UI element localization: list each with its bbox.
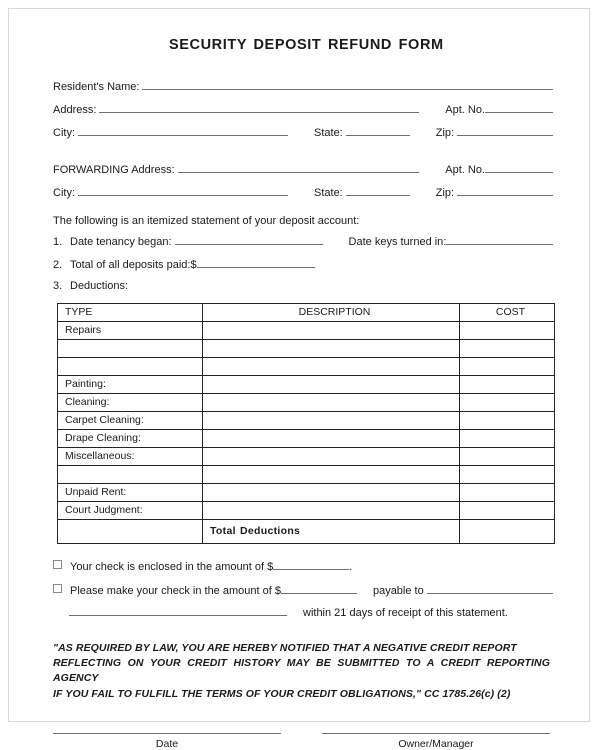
row-cost-cell[interactable] <box>460 430 555 448</box>
row-cost-cell[interactable] <box>460 412 555 430</box>
resident-apt-label: Apt. No. <box>445 104 485 116</box>
total-deposits-input[interactable] <box>197 257 315 268</box>
table-row <box>58 394 555 412</box>
item-1-number: 1. <box>53 236 63 248</box>
date-signature-block <box>53 732 281 750</box>
check-option-enclosed[interactable] <box>53 559 553 573</box>
checkbox-icon[interactable] <box>53 560 62 569</box>
resident-name-row <box>53 79 553 93</box>
owner-signature-line[interactable] <box>322 732 550 734</box>
row-cost-cell[interactable] <box>460 358 555 376</box>
total-deposits-label: Total of all deposits paid:$ <box>70 259 197 271</box>
check-payable-to-label: payable to <box>372 585 424 597</box>
table-total-row <box>58 520 555 544</box>
row-type-label[interactable] <box>58 340 203 358</box>
check-enclosed-period: . <box>349 561 353 573</box>
statement-item-1 <box>53 234 553 248</box>
row-type-label: Miscellaneous: <box>58 448 203 466</box>
resident-apt-input[interactable] <box>485 102 553 113</box>
table-row <box>58 430 555 448</box>
legal-notice <box>53 641 550 702</box>
check-option-payable[interactable] <box>53 583 553 597</box>
row-type-label: Carpet Cleaning: <box>58 412 203 430</box>
check-options <box>53 559 553 619</box>
row-type-label: Court Judgment: <box>58 502 203 520</box>
table-row <box>58 502 555 520</box>
forwarding-zip-label: Zip: <box>435 187 455 199</box>
row-description-cell[interactable] <box>203 484 460 502</box>
header-description: DESCRIPTION <box>203 304 460 322</box>
item-3-number: 3. <box>53 280 63 292</box>
resident-zip-label: Zip: <box>435 127 455 139</box>
item-2-number: 2. <box>53 259 63 271</box>
row-cost-cell[interactable] <box>460 448 555 466</box>
check-payable-continuation-text: within 21 days of receipt of this statement. <box>303 607 508 619</box>
date-signature-line[interactable] <box>53 732 281 734</box>
form-page <box>8 8 590 750</box>
check-enclosed-amount-input[interactable] <box>273 559 349 570</box>
resident-city-label: City: <box>53 127 75 139</box>
resident-city-row <box>53 125 553 139</box>
resident-address-row <box>53 102 553 116</box>
row-description-cell[interactable] <box>203 466 460 484</box>
row-description-cell[interactable] <box>203 502 460 520</box>
total-deductions-cost-cell[interactable] <box>460 520 555 544</box>
date-signature-label: Date <box>155 737 179 750</box>
check-payable-amount-input[interactable] <box>281 583 357 594</box>
row-type-label: Unpaid Rent: <box>58 484 203 502</box>
row-type-label: Painting: <box>58 376 203 394</box>
forwarding-state-input[interactable] <box>346 185 410 196</box>
row-type-label[interactable] <box>58 466 203 484</box>
total-empty-cell <box>58 520 203 544</box>
row-description-cell[interactable] <box>203 376 460 394</box>
row-cost-cell[interactable] <box>460 466 555 484</box>
statement-intro: The following is an itemized statement of your deposit account: <box>53 215 360 227</box>
statement-item-3 <box>53 280 553 292</box>
forwarding-city-input[interactable] <box>78 185 288 196</box>
row-cost-cell[interactable] <box>460 502 555 520</box>
legal-notice-line-1: "AS REQUIRED BY LAW, YOU ARE HEREBY NOTIFIED THAT A NEGATIVE CREDIT REPORT <box>53 642 517 654</box>
check-payable-text: Please make your check in the amount of $ <box>70 585 281 597</box>
row-description-cell[interactable] <box>203 430 460 448</box>
owner-signature-label: Owner/Manager <box>398 737 474 750</box>
resident-zip-input[interactable] <box>457 125 553 136</box>
table-row <box>58 448 555 466</box>
row-cost-cell[interactable] <box>460 484 555 502</box>
row-cost-cell[interactable] <box>460 376 555 394</box>
row-description-cell[interactable] <box>203 412 460 430</box>
resident-city-input[interactable] <box>78 125 288 136</box>
signature-section <box>53 732 550 750</box>
row-type-label: Drape Cleaning: <box>58 430 203 448</box>
total-deductions-label: Total Deductions <box>203 520 460 544</box>
forwarding-address-label: FORWARDING Address: <box>53 164 175 176</box>
row-cost-cell[interactable] <box>460 340 555 358</box>
deductions-table <box>57 303 555 544</box>
check-enclosed-text: Your check is enclosed in the amount of $ <box>70 561 274 573</box>
table-header-row <box>58 304 555 322</box>
table-row <box>58 412 555 430</box>
row-description-cell[interactable] <box>203 394 460 412</box>
table-row <box>58 376 555 394</box>
resident-state-label: State: <box>314 127 343 139</box>
check-payable-to-input[interactable] <box>427 583 553 594</box>
forwarding-city-row <box>53 185 553 199</box>
forwarding-zip-input[interactable] <box>457 185 553 196</box>
forwarding-address-input[interactable] <box>178 162 420 173</box>
tenancy-began-label: Date tenancy began: <box>70 236 172 248</box>
keys-turned-in-label: Date keys turned in: <box>348 236 447 248</box>
resident-name-input[interactable] <box>142 79 553 90</box>
row-description-cell[interactable] <box>203 448 460 466</box>
forwarding-apt-input[interactable] <box>485 162 553 173</box>
page-title: SECURITY DEPOSIT REFUND FORM <box>169 37 444 53</box>
header-cost: COST <box>460 304 555 322</box>
deductions-label: Deductions: <box>70 280 129 292</box>
check-payable-continuation-input[interactable] <box>69 605 287 616</box>
resident-address-label: Address: <box>53 104 97 116</box>
check-payable-continuation-row <box>53 605 553 619</box>
resident-address-input[interactable] <box>99 102 419 113</box>
forwarding-state-label: State: <box>314 187 343 199</box>
table-row <box>58 358 555 376</box>
table-row <box>58 466 555 484</box>
forwarding-address-row <box>53 162 553 176</box>
row-type-label: Repairs <box>58 322 203 340</box>
row-description-cell[interactable] <box>203 358 460 376</box>
table-row <box>58 484 555 502</box>
forwarding-apt-label: Apt. No. <box>445 164 485 176</box>
resident-state-input[interactable] <box>346 125 410 136</box>
owner-signature-block <box>322 732 550 750</box>
row-cost-cell[interactable] <box>460 322 555 340</box>
legal-notice-line-2: REFLECTING ON YOUR CREDIT HISTORY MAY BE SUBMITTED TO A CREDIT REPORTING AGENCY <box>53 657 550 685</box>
row-cost-cell[interactable] <box>460 394 555 412</box>
row-type-label: Cleaning: <box>58 394 203 412</box>
keys-turned-in-input[interactable] <box>446 234 553 245</box>
table-row <box>58 322 555 340</box>
checkbox-icon[interactable] <box>53 584 62 593</box>
forwarding-city-label: City: <box>53 187 75 199</box>
statement-item-2 <box>53 257 553 271</box>
row-type-label[interactable] <box>58 358 203 376</box>
row-description-cell[interactable] <box>203 340 460 358</box>
legal-notice-line-3: IF YOU FAIL TO FULFILL THE TERMS OF YOUR CREDIT OBLIGATIONS," CC 1785.26(c) (2) <box>53 687 511 700</box>
header-type: TYPE <box>58 304 203 322</box>
row-description-cell[interactable] <box>203 322 460 340</box>
tenancy-began-input[interactable] <box>175 234 323 245</box>
resident-name-label: Resident's Name: <box>53 81 140 93</box>
table-row <box>58 340 555 358</box>
form-content <box>53 37 553 750</box>
